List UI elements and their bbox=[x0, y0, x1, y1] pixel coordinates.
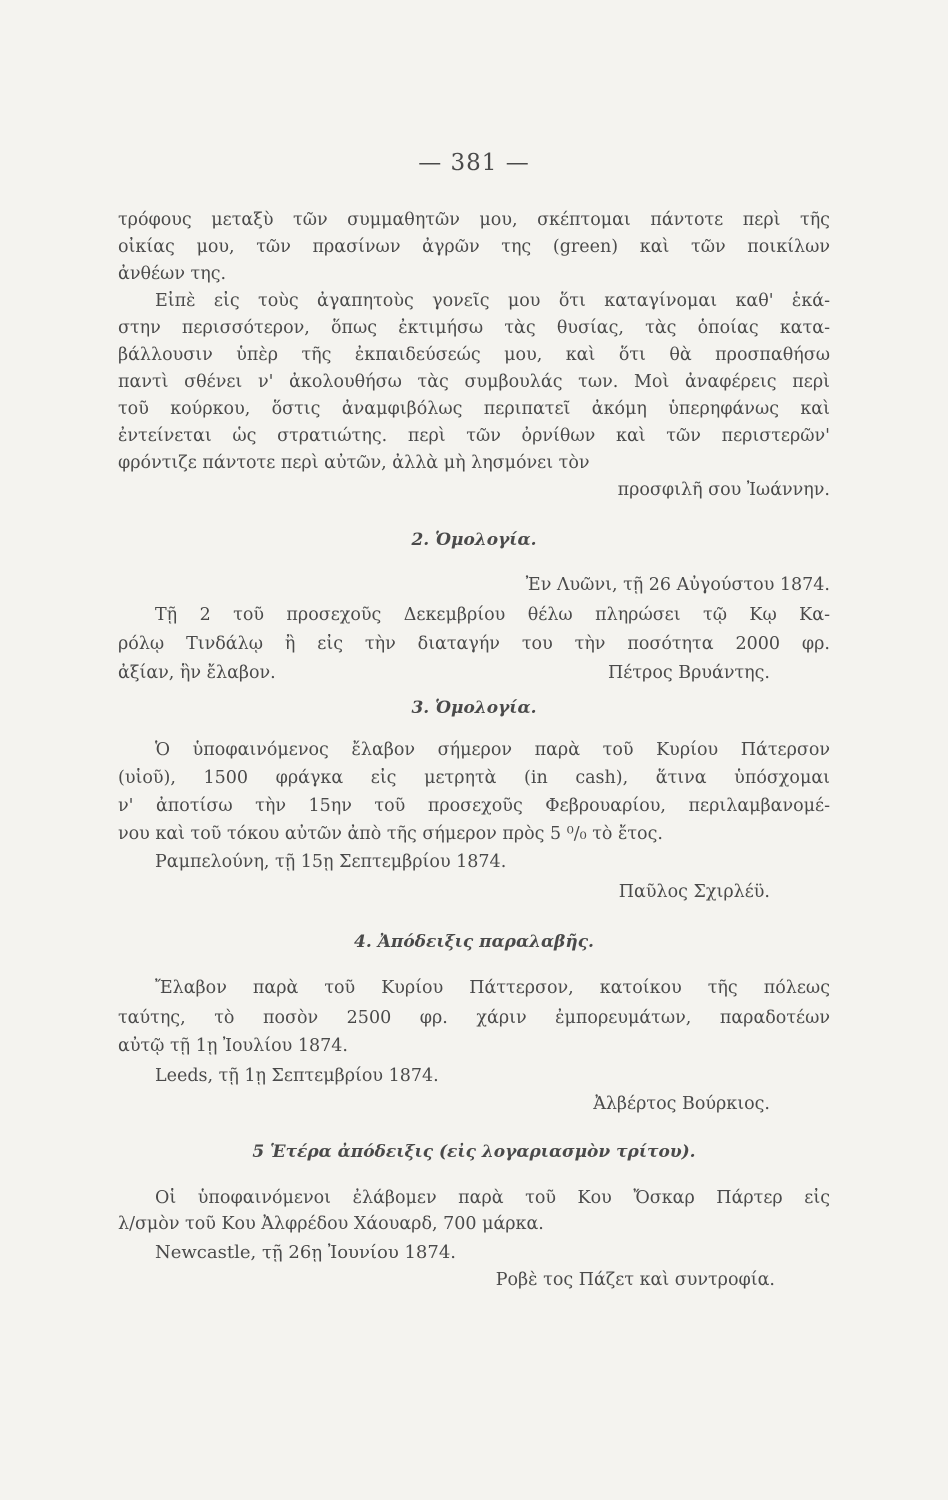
text-line: Ἔλαβον παρὰ τοῦ Κυρίου Πάττερσον, κατοίκου τῆς πόλεως bbox=[155, 978, 830, 998]
dateline: Ραμπελούνη, τῇ 15ῃ Σεπτεμβρίου 1874. bbox=[155, 852, 507, 872]
section-heading: 2. Ὁμολογία. bbox=[411, 530, 537, 550]
signature: Ροβὲ τος Πάζετ καὶ συντροφία. bbox=[495, 1270, 775, 1290]
text-line: νου καὶ τοῦ τόκου αὐτῶν ἀπὸ τῆς σήμερον πρὸς 5 ⁰/₀ τὸ ἔτος. bbox=[118, 824, 663, 844]
section-heading: 5 Ἑτέρα ἀπόδειξις (εἰς λογαριασμὸν τρίτου). bbox=[252, 1142, 696, 1162]
section-heading: 4. Ἀπόδειξις παραλαβῆς. bbox=[354, 932, 594, 952]
text-line: Εἰπὲ εἰς τοὺς ἀγαπητοὺς γονεῖς μου ὅτι καταγίνομαι καθ' ἑκά- bbox=[155, 291, 830, 311]
text-line: Τῇ 2 τοῦ προσεχοῦς Δεκεμβρίου θέλω πληρώσει τῷ Κῳ Κα- bbox=[155, 605, 830, 625]
text-line: ταύτης, τὸ ποσὸν 2500 φρ. χάριν ἐμπορευμάτων, παραδοτέων bbox=[118, 1008, 830, 1028]
dateline: Leeds, τῇ 1ῃ Σεπτεμβρίου 1874. bbox=[155, 1066, 439, 1086]
text-line: παντὶ σθένει ν' ἀκολουθήσω τὰς συμβουλάς των. Μοὶ ἀναφέρεις περὶ bbox=[118, 372, 830, 392]
text-line: ἀνθέων της. bbox=[118, 264, 227, 284]
text-line: βάλλουσιν ὑπὲρ τῆς ἐκπαιδεύσεώς μου, καὶ ὅτι θὰ προσπαθήσω bbox=[118, 345, 830, 365]
signature: Ἀλβέρτος Βούρκιος. bbox=[593, 1094, 770, 1114]
text-line: τρόφους μεταξὺ τῶν συμμαθητῶν μου, σκέπτομαι πάντοτε περὶ τῆς bbox=[118, 210, 830, 230]
text-line: στην περισσότερον, ὅπως ἐκτιμήσω τὰς θυσίας, τὰς ὁποίας κατα- bbox=[118, 318, 830, 338]
section-heading: 3. Ὁμολογία. bbox=[411, 698, 537, 718]
text-line: ν' ἀποτίσω τὴν 15ην τοῦ προσεχοῦς Φεβρουαρίου, περιλαμβανομέ- bbox=[118, 796, 830, 816]
text-line: λ/σμὸν τοῦ Κου Ἀλφρέδου Χάουαρδ, 700 μάρκα. bbox=[118, 1214, 544, 1234]
text-line: τοῦ κούρκου, ὅστις ἀναμφιβόλως περιπατεῖ ἀκόμη ὑπερηφάνως καὶ bbox=[118, 399, 830, 419]
text-line: αὐτῷ τῇ 1ῃ Ἰουλίου 1874. bbox=[118, 1036, 348, 1056]
text-line: φρόντιζε πάντοτε περὶ αὐτῶν, ἀλλὰ μὴ λησμόνει τὸν bbox=[118, 453, 590, 473]
signature: Πέτρος Βρυάντης. bbox=[608, 663, 770, 683]
letter-signature: προσφιλῆ σου Ἰωάννην. bbox=[617, 480, 830, 500]
text-line: (υἱοῦ), 1500 φράγκα εἰς μετρητὰ (in cash), ἅτινα ὑπόσχομαι bbox=[118, 768, 830, 788]
dateline: Ἐν Λυῶνι, τῇ 26 Αὐγούστου 1874. bbox=[525, 575, 830, 595]
text-line: ἐντείνεται ὡς στρατιώτης. περὶ τῶν ὀρνίθων καὶ τῶν περιστερῶν' bbox=[118, 426, 830, 446]
text-line: ρόλῳ Τινδάλῳ ἢ εἰς τὴν διαταγήν του τὴν ποσότητα 2000 φρ. bbox=[118, 634, 830, 654]
text-line: οἰκίας μου, τῶν πρασίνων ἀγρῶν της (green) καὶ τῶν ποικίλων bbox=[118, 237, 830, 257]
page-number: — 381 — bbox=[418, 150, 530, 176]
text-line: Ὁ ὑποφαινόμενος ἔλαβον σήμερον παρὰ τοῦ Κυρίου Πάτερσον bbox=[155, 740, 830, 760]
text-line: Οἱ ὑποφαινόμενοι ἐλάβομεν παρὰ τοῦ Κου Ὄσκαρ Πάρτερ εἰς bbox=[155, 1188, 830, 1208]
signature: Παῦλος Σχιρλέϋ. bbox=[618, 882, 770, 902]
text-line: ἀξίαν, ἣν ἔλαβον. bbox=[118, 663, 276, 683]
dateline: Newcastle, τῇ 26ῃ Ἰουνίου 1874. bbox=[155, 1242, 457, 1263]
